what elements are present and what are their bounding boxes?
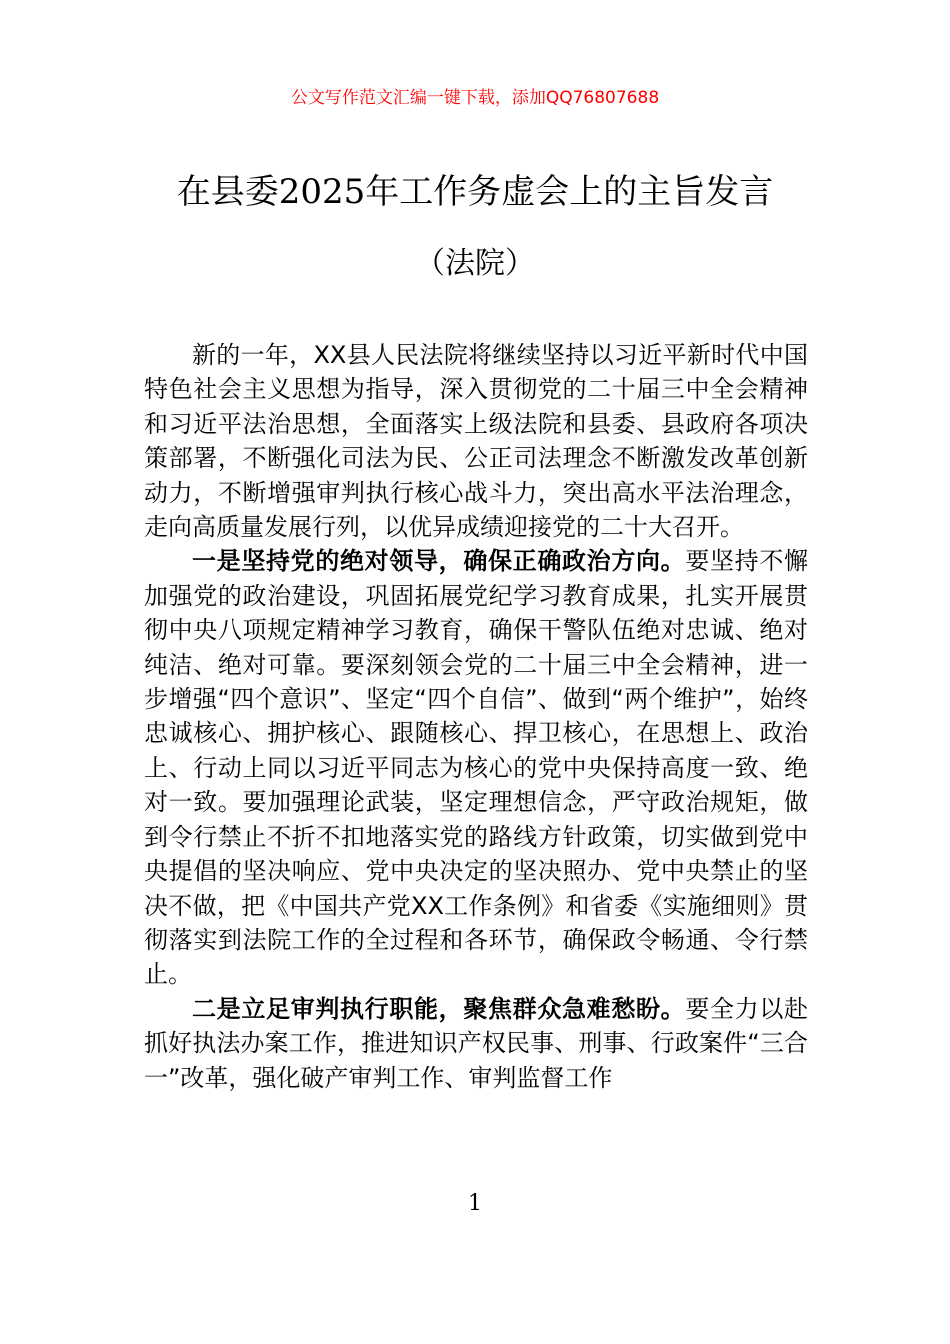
paragraph-text: 要坚持不懈加强党的政治建设，巩固拓展党纪学习教育成果，扎实开展贯彻中央八项规定精神学习教育，确保干警队伍绝对忠诚、绝对纯洁、绝对可靠。要深刻领会党的二十届三中全会精神，进一步增强“四个意识”、坚定“四个自信”、做到“两个维护”，始终忠诚核心、拥护核心、跟随核心、捍卫核心，在思想上、政治上、行动上同以习近平同志为核心的党中央保持高度一致、绝对一致。要加强理论武装，坚定理想信念，严守政治规矩，做到令行禁止不折不扣地落实党的路线方针政策，切实做到党中央提倡的坚决响应、党中央决定的坚决照办、党中央禁止的坚决不做，把《中国共产党XX工作条例》和省委《实施细则》贯彻落实到法院工作的全过程和各环节，确保政令畅通、令行禁止。 xyxy=(144,547,809,989)
paragraph-lead: 二是立足审判执行职能，聚焦群众急难愁盼。 xyxy=(192,994,686,1023)
paragraph-intro xyxy=(144,338,808,544)
document-title: 在县委2025年工作务虚会上的主旨发言 xyxy=(176,172,774,212)
paragraph-lead: 一是坚持党的绝对领导，确保正确政治方向。 xyxy=(192,547,686,576)
page-number: 1 xyxy=(468,1191,482,1216)
paragraph-point-one xyxy=(144,544,808,991)
document-body xyxy=(144,338,808,1095)
document-subtitle: （法院） xyxy=(415,246,535,281)
paragraph-point-two xyxy=(144,992,808,1095)
paragraph-text: 新的一年，XX县人民法院将继续坚持以习近平新时代中国特色社会主义思想为指导，深入贯彻党的二十届三中全会精神和习近平法治思想，全面落实上级法院和县委、县政府各项决策部署，不断强化司法为民、公正司法理念不断激发改革创新动力，不断增强审判执行核心战斗力，突出高水平法治理念，走向高质量发展行列，以优异成绩迎接党的二十大召开。 xyxy=(144,341,808,542)
download-notice: 公文写作范文汇编一键下载，添加QQ76807688 xyxy=(290,88,660,108)
paragraph-text: 要全力以赴抓好执法办案工作，推进知识产权民事、刑事、行政案件“三合一”改革，强化破产审判工作、审判监督工作 xyxy=(144,994,809,1092)
